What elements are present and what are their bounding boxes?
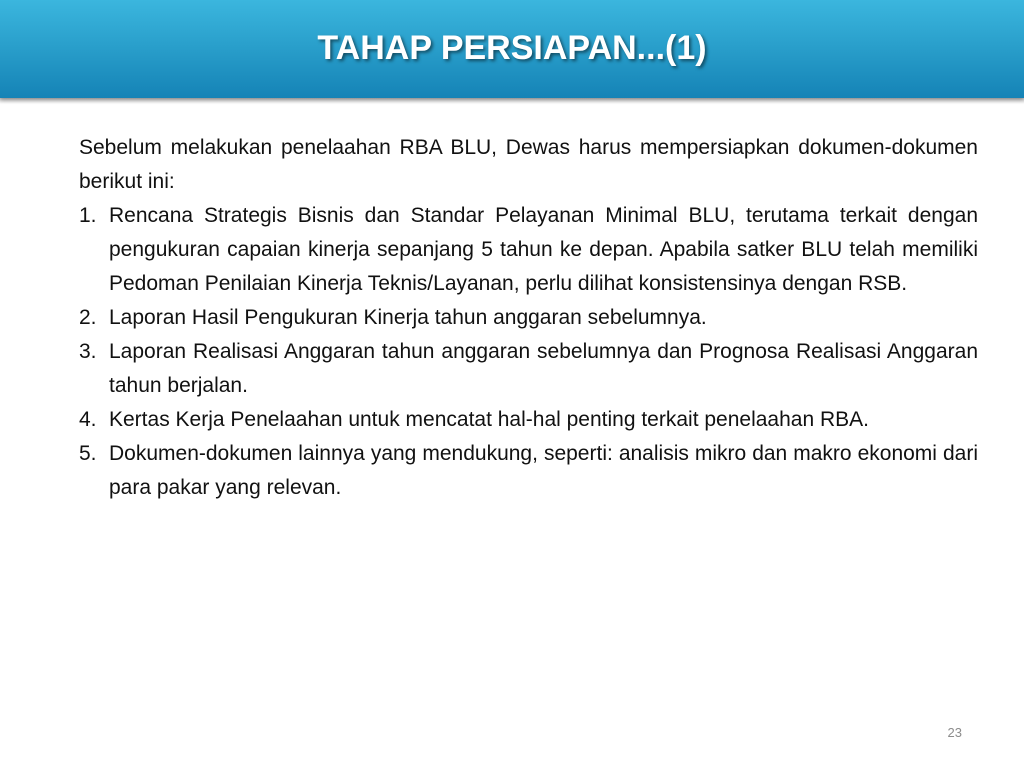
list-item-number: 5. — [79, 442, 97, 465]
list-item-text: Dokumen-dokumen lainnya yang mendukung, seperti: analisis mikro dan makro ekonomi dari para pakar yang relevan. — [109, 442, 978, 499]
list-item-text: Laporan Realisasi Anggaran tahun anggaran sebelumnya dan Prognosa Realisasi Anggaran tahun berjalan. — [109, 340, 978, 397]
list-item-number: 4. — [79, 408, 97, 431]
list-item-text: Kertas Kerja Penelaahan untuk mencatat hal-hal penting terkait penelaahan RBA. — [109, 408, 869, 431]
list-item — [79, 301, 978, 335]
list-item-number: 2. — [79, 306, 97, 329]
list-item-text: Rencana Strategis Bisnis dan Standar Pelayanan Minimal BLU, terutama terkait dengan pengukuran capaian kinerja sepanjang 5 tahun ke depan. Apabila satker BLU telah memiliki Pedoman Penilaian Kinerja Teknis/Layanan, perlu dilihat konsistensinya dengan RSB. — [109, 204, 978, 295]
page-number: 23 — [947, 725, 962, 740]
slide-title: TAHAP PERSIAPAN...(1) — [317, 29, 707, 67]
list-item — [79, 403, 978, 437]
list-item — [79, 199, 978, 301]
title-bar — [0, 0, 1024, 98]
list-item-number: 3. — [79, 340, 97, 363]
slide-content — [79, 131, 978, 505]
list-item — [79, 335, 978, 403]
document-list — [79, 199, 978, 505]
intro-paragraph: Sebelum melakukan penelaahan RBA BLU, Dewas harus mempersiapkan dokumen-dokumen berikut ini: — [79, 136, 978, 193]
list-item — [79, 437, 978, 505]
list-item-text: Laporan Hasil Pengukuran Kinerja tahun anggaran sebelumnya. — [109, 306, 707, 329]
list-item-number: 1. — [79, 204, 97, 227]
